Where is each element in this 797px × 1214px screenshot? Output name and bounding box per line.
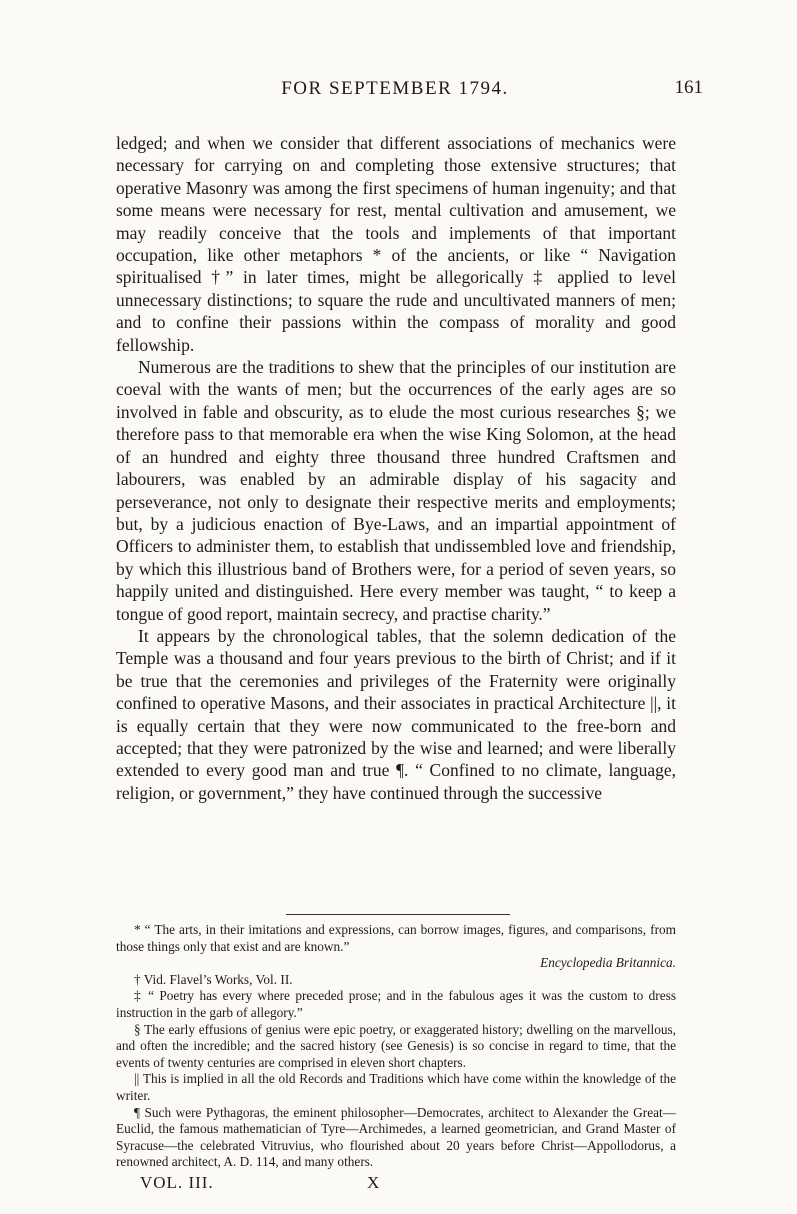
main-text	[116, 132, 676, 804]
signature-line	[140, 1173, 660, 1197]
footnote-star: * “ The arts, in their imitations and expressions, can borrow images, figures, and comparisons, from those things only that exist and are known.”	[116, 922, 676, 954]
footnote-source: Encyclopedia Britannica.	[540, 955, 676, 971]
signature-mark: X	[367, 1173, 381, 1192]
footnotes	[116, 922, 676, 1171]
page-number: 161	[674, 77, 703, 98]
paragraph-3: It appears by the chronological tables, that the solemn dedication of the Temple was a thousand and four years previous to the birth of Christ; and if it be true that the ceremonies and privileges of the Fraternity were originally confined to operative Masons, and their associates in practical Architecture ||, it is equally certain that they were now communicated to the free-born and accepted; that they were patronized by the wise and learned; and were liberally extended to every good man and true ¶. “ Confined to no climate, language, religion, or government,” they have continued through the successive	[116, 625, 676, 803]
footnote-rule	[286, 914, 510, 915]
footnote-parallel: || This is implied in all the old Records and Traditions which have come within the knowledge of the writer.	[116, 1071, 676, 1103]
paragraph-1: ledged; and when we consider that different associations of mechanics were necessary for carrying on and completing those extensive structures; that operative Masonry was among the first specimens of human ingenuity; and that some means were necessary for rest, mental cultivation and amusement, we may readily conceive that the tools and implements of that important occupation, like other metaphors * of the ancients, or like “ Navigation spiritualised †” in later times, might be allegorically ‡ applied to level unnecessary distinctions; to square the rude and uncultivated manners of men; and to confine their passions within the compass of morality and good fellowship.	[116, 133, 676, 355]
paragraph-2: Numerous are the traditions to shew that the principles of our institution are coeval with the wants of men; but the occurrences of the early ages are so involved in fable and obscurity, as to elude the most curious researches §; we therefore pass to that memorable era when the wise King Solomon, at the head of an hundred and eighty three thousand three hundred Craftsmen and labourers, was enabled by an admirable display of his sagacity and perseverance, not only to designate their respective merits and employments; but, by a judicious enaction of Bye-Laws, and an impartial appointment of Officers to administer them, to establish that undissembled love and friendship, by which this illustrious band of Brothers were, for a period of seven years, so happily united and distinguished. Here every member was taught, “ to keep a tongue of good report, maintain secrecy, and practise charity.”	[116, 357, 676, 624]
running-header	[115, 77, 703, 106]
footnote-double-dagger: ‡ “ Poetry has every where preceded prose; and in the fabulous ages it was the custom to dress instruction in the garb of allegory.”	[116, 988, 676, 1020]
footnote-section: § The early effusions of genius were epic poetry, or exaggerated history; dwelling on the marvellous, and often the incredible; and the sacred history (see Genesis) is so concise in regard to time, that the events of twenty centuries are comprised in eleven short chapters.	[116, 1021, 676, 1070]
volume-mark: VOL. III.	[140, 1173, 214, 1192]
footnote-dagger: † Vid. Flavel’s Works, Vol. II.	[134, 971, 293, 987]
footnote-pilcrow: ¶ Such were Pythagoras, the eminent philosopher—Democrates, architect to Alexander the Great—Euclid, the famous mathematician of Tyre—Archimedes, a learned geometrician, and Grand Master of Syracuse—the celebrated Vitruvius, who flourished about 20 years before Christ—Appollodorus, a renowned architect, A. D. 114, and many others.	[116, 1104, 676, 1170]
header-title: FOR SEPTEMBER 1794.	[281, 78, 509, 99]
